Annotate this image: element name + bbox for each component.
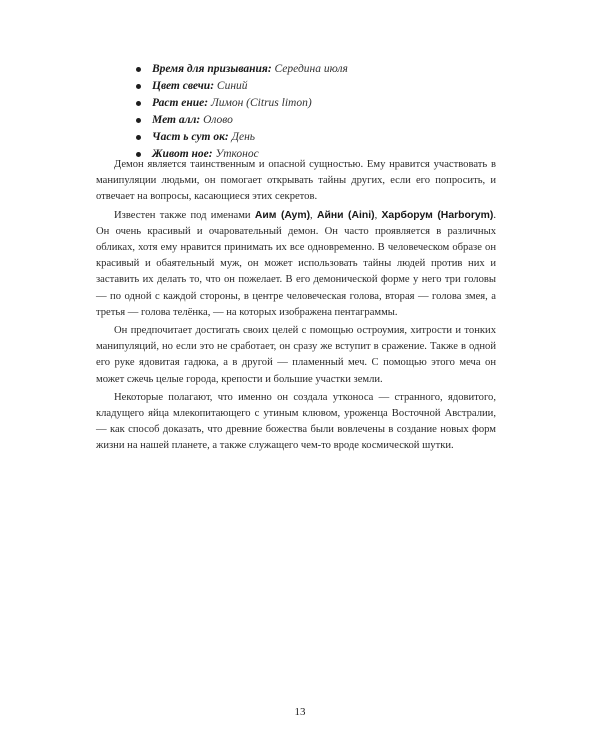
bullet-icon bbox=[136, 101, 141, 106]
attribute-label: Раст ение: bbox=[152, 97, 209, 109]
attribute-value: Синий bbox=[216, 80, 248, 92]
attribute-label: Мет алл: bbox=[152, 114, 201, 126]
bullet-icon bbox=[136, 135, 141, 140]
attribute-label: Част ь сут ок: bbox=[152, 131, 229, 143]
attribute-label: Цвет свечи: bbox=[152, 80, 215, 92]
bullet-icon bbox=[136, 67, 141, 72]
page-number: 13 bbox=[294, 706, 306, 718]
attribute-time-of-day bbox=[136, 129, 348, 146]
attribute-value: Лимон (Citrus limon) bbox=[210, 97, 312, 109]
attribute-value: Середина июля bbox=[274, 63, 348, 75]
attribute-label: Живот ное: bbox=[152, 148, 213, 160]
attribute-list bbox=[136, 61, 348, 163]
attribute-plant bbox=[136, 95, 348, 112]
attribute-metal bbox=[136, 112, 348, 129]
body-text bbox=[96, 157, 496, 457]
attribute-value: День bbox=[231, 131, 256, 143]
paragraph-4: Некоторые полагают, что именно он создала утконоса — странного, ядовитого, кладущего яйца млекопитающего с утиным клювом, уроженца Восточной Австралии, — как способ доказать, что древние божества были вовлечены в создание новых форм жизни на нашей планете, а также служащего чем-то вроде космической шутки. bbox=[96, 391, 496, 452]
attribute-candle-color bbox=[136, 78, 348, 95]
demon-name-aym: Аим (Aym) bbox=[254, 209, 311, 221]
attribute-label: Время для призывания: bbox=[152, 63, 272, 75]
attribute-value: Утконос bbox=[215, 148, 259, 160]
attribute-value: Олово bbox=[203, 114, 233, 126]
attribute-summoning-time bbox=[136, 61, 348, 78]
paragraph-2-rest: Он очень красивый и очаровательный демон. Он часто проявляется в различных обликах, хотя ему нравится принимать их все одновременно. В человеческом образе он красивый и обаятельный муж, он может использовать тайны людей против них и заставить их делать то, что он пожелает. В его демонической форме у него три головы — по одной с каждой стороны, в центре человеческая голова, вторая — голова змея, а третья — голова телёнка, — на которых изображена пентаграммы. bbox=[96, 225, 496, 318]
bullet-icon bbox=[136, 118, 141, 123]
demon-name-harborym: Харборум (Harborym) bbox=[381, 209, 494, 221]
paragraph-1: Демон является таинственным и опасной сущностью. Ему нравится участвовать в манипуляции людьми, он помогает открывать тайны других, если его попросить, и отвечает на вопросы, касающиеся этих секретов. bbox=[96, 159, 496, 203]
paragraph-3: Он предпочитает достигать своих целей с помощью остроумия, хитрости и тонких манипуляций, но если это не сработает, он сразу же вступит в сражение. Также в одной его руке ядовитая гадюка, а в другой — пламенный меч. С помощью этого меча он может сжечь целые города, крепости и большие участки земли. bbox=[96, 325, 496, 385]
demon-name-aini: Айни (Aini) bbox=[316, 209, 375, 221]
paragraph-2-intro: Известен также под именами bbox=[114, 209, 251, 221]
bullet-icon bbox=[136, 84, 141, 89]
paragraph-2: Известен также под именами Аим (Aym), Айни (Aini), Харборум (Harborym). Он очень красивый и очаровательный демон. Он часто проявляется в различных обликах, хотя ему нравится принимать их все одновременно. В человеческом образе он красивый и обаятельный муж, он может использовать тайны людей против них и заставить их делать то, что он пожелает. В его демонической форме у него три головы — по одной с каждой стороны, в центре человеческая голова, вторая — голова змея, а третья — голова телёнка, — на которых изображена пентаграммы. bbox=[96, 209, 497, 318]
